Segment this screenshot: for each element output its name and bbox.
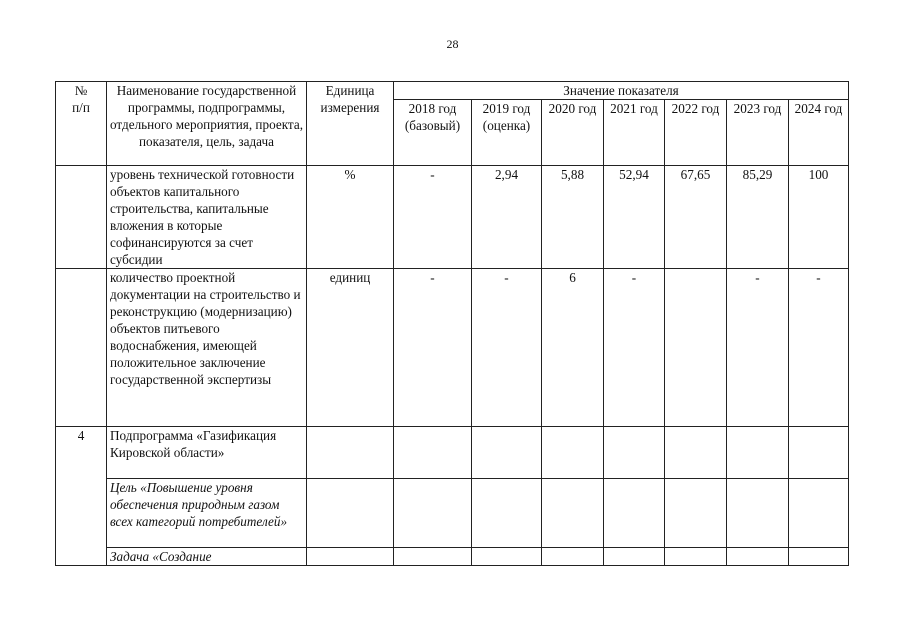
- row-value: [604, 427, 665, 479]
- header-year: 2020 год: [542, 100, 604, 166]
- row-value: 5,88: [542, 166, 604, 269]
- row-name: Задача «Создание: [107, 548, 307, 566]
- row-value: -: [604, 269, 665, 427]
- row-num: [56, 269, 107, 427]
- page-number: 28: [446, 37, 459, 51]
- row-name: количество проектной документации на строительство и реконструкцию (модернизацию) объектов питьевого водоснабжения, имеющей положительное заключение государственной экспертизы: [107, 269, 307, 427]
- row-unit: [307, 479, 394, 548]
- row-value: [604, 479, 665, 548]
- row-value: 67,65: [665, 166, 727, 269]
- row-value: 52,94: [604, 166, 665, 269]
- row-value: -: [394, 269, 472, 427]
- row-num: [56, 166, 107, 269]
- row-name: Подпрограмма «Газификация Кировской области»: [107, 427, 307, 479]
- header-year: 2019 год (оценка): [472, 100, 542, 166]
- table-row: [56, 269, 849, 427]
- row-value: [727, 548, 789, 566]
- row-value: [472, 479, 542, 548]
- row-value: [665, 427, 727, 479]
- row-value: [472, 427, 542, 479]
- row-value: [542, 479, 604, 548]
- header-value-group: Значение показателя: [394, 82, 849, 100]
- header-unit: Единица измерения: [307, 82, 394, 166]
- row-value: -: [394, 166, 472, 269]
- row-value: [789, 479, 849, 548]
- header-year: 2021 год: [604, 100, 665, 166]
- table-row: [56, 166, 849, 269]
- row-value: [727, 427, 789, 479]
- row-value: [472, 548, 542, 566]
- row-value: [727, 479, 789, 548]
- table-row: [56, 548, 849, 566]
- row-value: [394, 479, 472, 548]
- header-year: 2022 год: [665, 100, 727, 166]
- header-year: 2023 год: [727, 100, 789, 166]
- header-year: 2024 год: [789, 100, 849, 166]
- row-name: Цель «Повышение уровня обеспечения природным газом всех категорий потребителей»: [107, 479, 307, 548]
- row-value: [789, 548, 849, 566]
- row-unit: единиц: [307, 269, 394, 427]
- row-value: 85,29: [727, 166, 789, 269]
- header-num: № п/п: [56, 82, 107, 166]
- row-value: [665, 479, 727, 548]
- row-value: -: [727, 269, 789, 427]
- header-name: Наименование государственной программы, подпрограммы, отдельного мероприятия, проекта, показателя, цель, задача: [107, 82, 307, 166]
- row-value: 100: [789, 166, 849, 269]
- row-value: [789, 427, 849, 479]
- row-value: 6: [542, 269, 604, 427]
- row-value: [542, 548, 604, 566]
- row-value: -: [789, 269, 849, 427]
- row-value: -: [472, 269, 542, 427]
- row-value: [604, 548, 665, 566]
- table-row: [56, 479, 849, 548]
- row-value: [665, 269, 727, 427]
- row-unit: %: [307, 166, 394, 269]
- row-unit: [307, 427, 394, 479]
- row-unit: [307, 548, 394, 566]
- header-year: 2018 год (базовый): [394, 100, 472, 166]
- table-row: [56, 427, 849, 479]
- row-value: [665, 548, 727, 566]
- row-value: [394, 427, 472, 479]
- row-value: [394, 548, 472, 566]
- indicator-table: [55, 81, 849, 566]
- row-value: [542, 427, 604, 479]
- row-num: 4: [56, 427, 107, 566]
- row-value: 2,94: [472, 166, 542, 269]
- row-name: уровень технической готовности объектов капитального строительства, капитальные вложения в которые софинансируются за счет субсидии: [107, 166, 307, 269]
